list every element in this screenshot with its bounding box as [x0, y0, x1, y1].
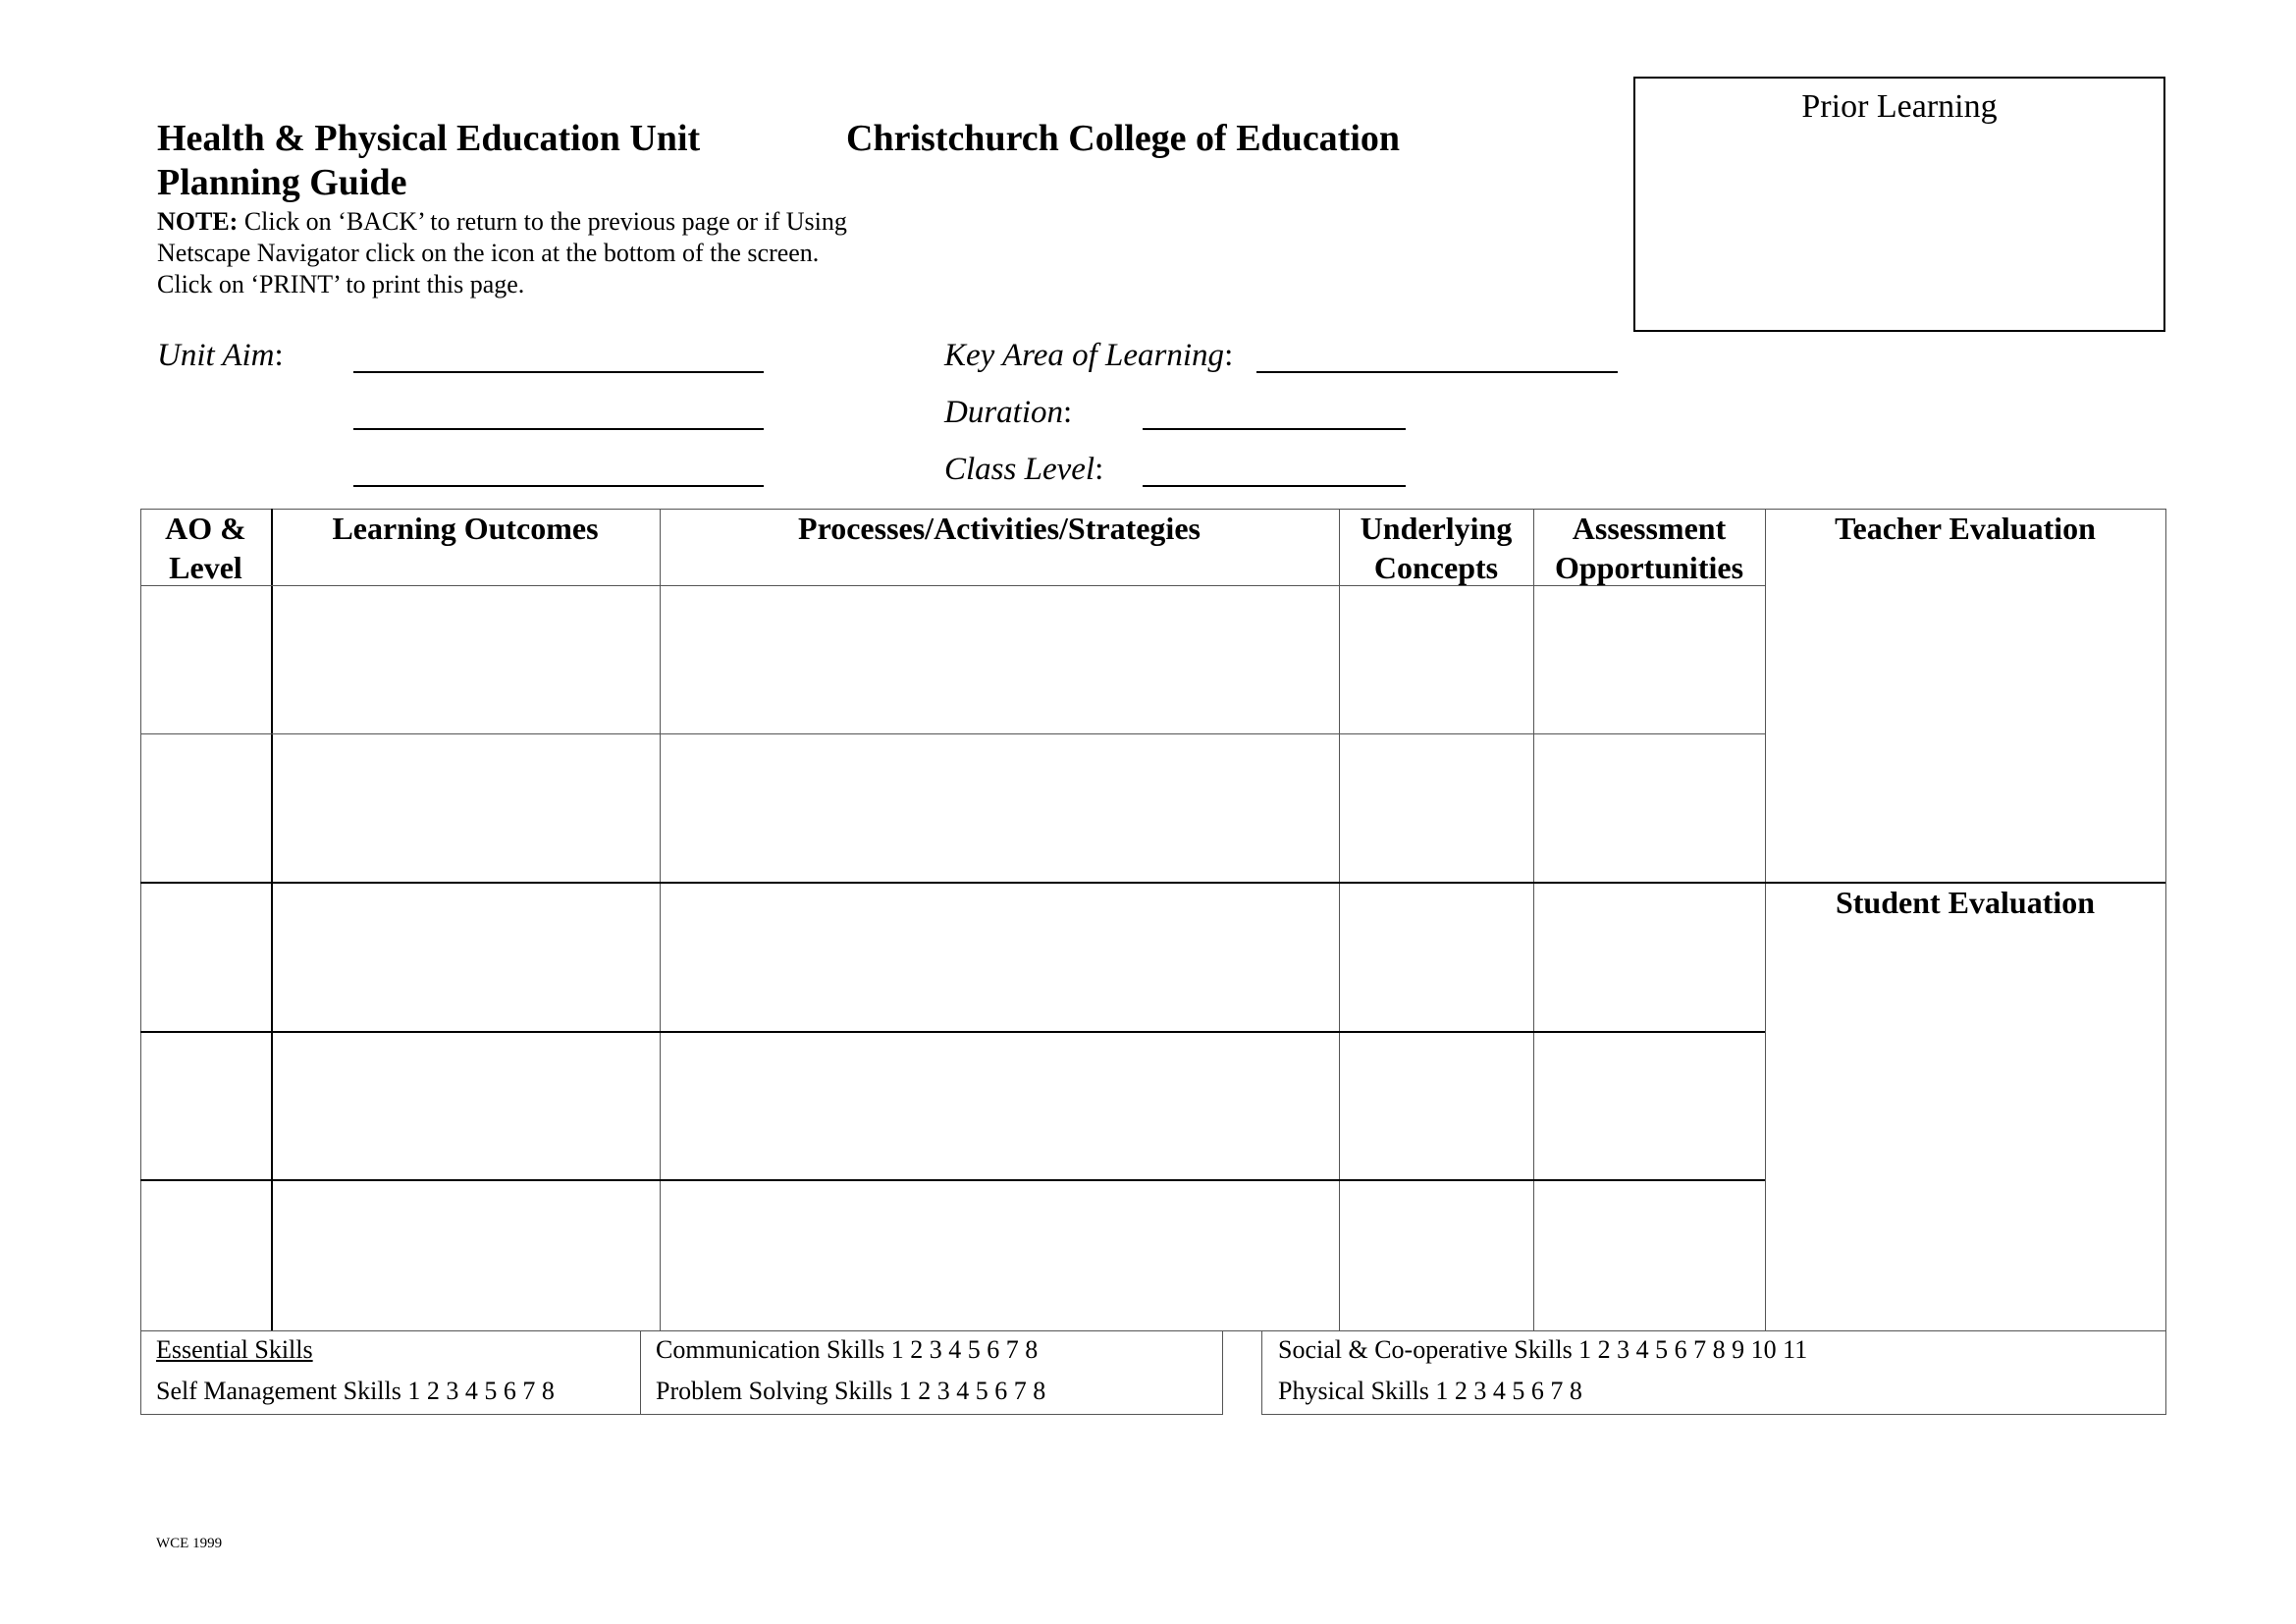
- col-divider-2: [660, 509, 661, 1330]
- row-divider-3: [140, 1031, 1765, 1033]
- social-cooperative-skills: Social & Co-operative Skills 1 2 3 4 5 6 7 8 9 10 11: [1278, 1335, 1808, 1364]
- col-divider-1: [271, 509, 273, 1330]
- page-title-line2: Planning Guide: [157, 162, 407, 203]
- table-border-right: [2165, 509, 2166, 1331]
- note-text: Click on ‘BACK’ to return to the previous page or if Using Netscape Navigator click on the icon at the bottom of the screen. Click on ‘PRINT’ to print this page.: [157, 207, 847, 298]
- col-header-processes: Processes/Activities/Strategies: [798, 511, 1201, 546]
- col-header-learning-outcomes: Learning Outcomes: [332, 511, 599, 546]
- table-border-left: [140, 509, 141, 1331]
- note-label: NOTE:: [157, 207, 239, 236]
- unit-aim-line-3[interactable]: [353, 485, 764, 487]
- col-divider-4: [1533, 509, 1534, 1330]
- unit-aim-label: Unit Aim:: [157, 338, 284, 373]
- prior-learning-box[interactable]: [1633, 77, 2165, 332]
- prior-learning-label: Prior Learning: [1801, 88, 1998, 125]
- row-divider-4: [140, 1179, 1765, 1181]
- col-divider-3: [1339, 509, 1340, 1330]
- duration-line[interactable]: [1143, 428, 1406, 430]
- self-management-skills: Self Management Skills 1 2 3 4 5 6 7 8: [156, 1377, 555, 1405]
- unit-aim-line-2[interactable]: [353, 428, 764, 430]
- college-name: Christchurch College of Education: [846, 118, 1401, 159]
- problem-solving-skills: Problem Solving Skills 1 2 3 4 5 6 7 8: [656, 1377, 1046, 1405]
- essential-skills-heading: Essential Skills: [156, 1335, 313, 1364]
- key-area-label: Key Area of Learning:: [944, 338, 1234, 373]
- skills-box-divider: [640, 1330, 641, 1415]
- class-level-label: Class Level:: [944, 452, 1104, 487]
- col-header-ao-level: AO & Level: [165, 511, 246, 585]
- instruction-note: [157, 206, 864, 300]
- unit-aim-line-1[interactable]: [353, 371, 764, 373]
- page-title-line1: Health & Physical Education Unit: [157, 118, 701, 159]
- col-header-assessment: Assessment Opportunities: [1554, 511, 1744, 585]
- communication-skills: Communication Skills 1 2 3 4 5 6 7 8: [656, 1335, 1039, 1364]
- duration-label: Duration:: [944, 395, 1073, 430]
- student-evaluation-heading: Student Evaluation: [1835, 885, 2096, 920]
- row-divider-1: [140, 733, 1765, 734]
- footer-code: WCE 1999: [156, 1536, 223, 1551]
- key-area-line[interactable]: [1256, 371, 1618, 373]
- col-header-underlying-concepts: Underlying Concepts: [1360, 511, 1513, 585]
- class-level-line[interactable]: [1143, 485, 1406, 487]
- physical-skills: Physical Skills 1 2 3 4 5 6 7 8: [1278, 1377, 1582, 1405]
- col-header-teacher-evaluation: Teacher Evaluation: [1835, 511, 2096, 546]
